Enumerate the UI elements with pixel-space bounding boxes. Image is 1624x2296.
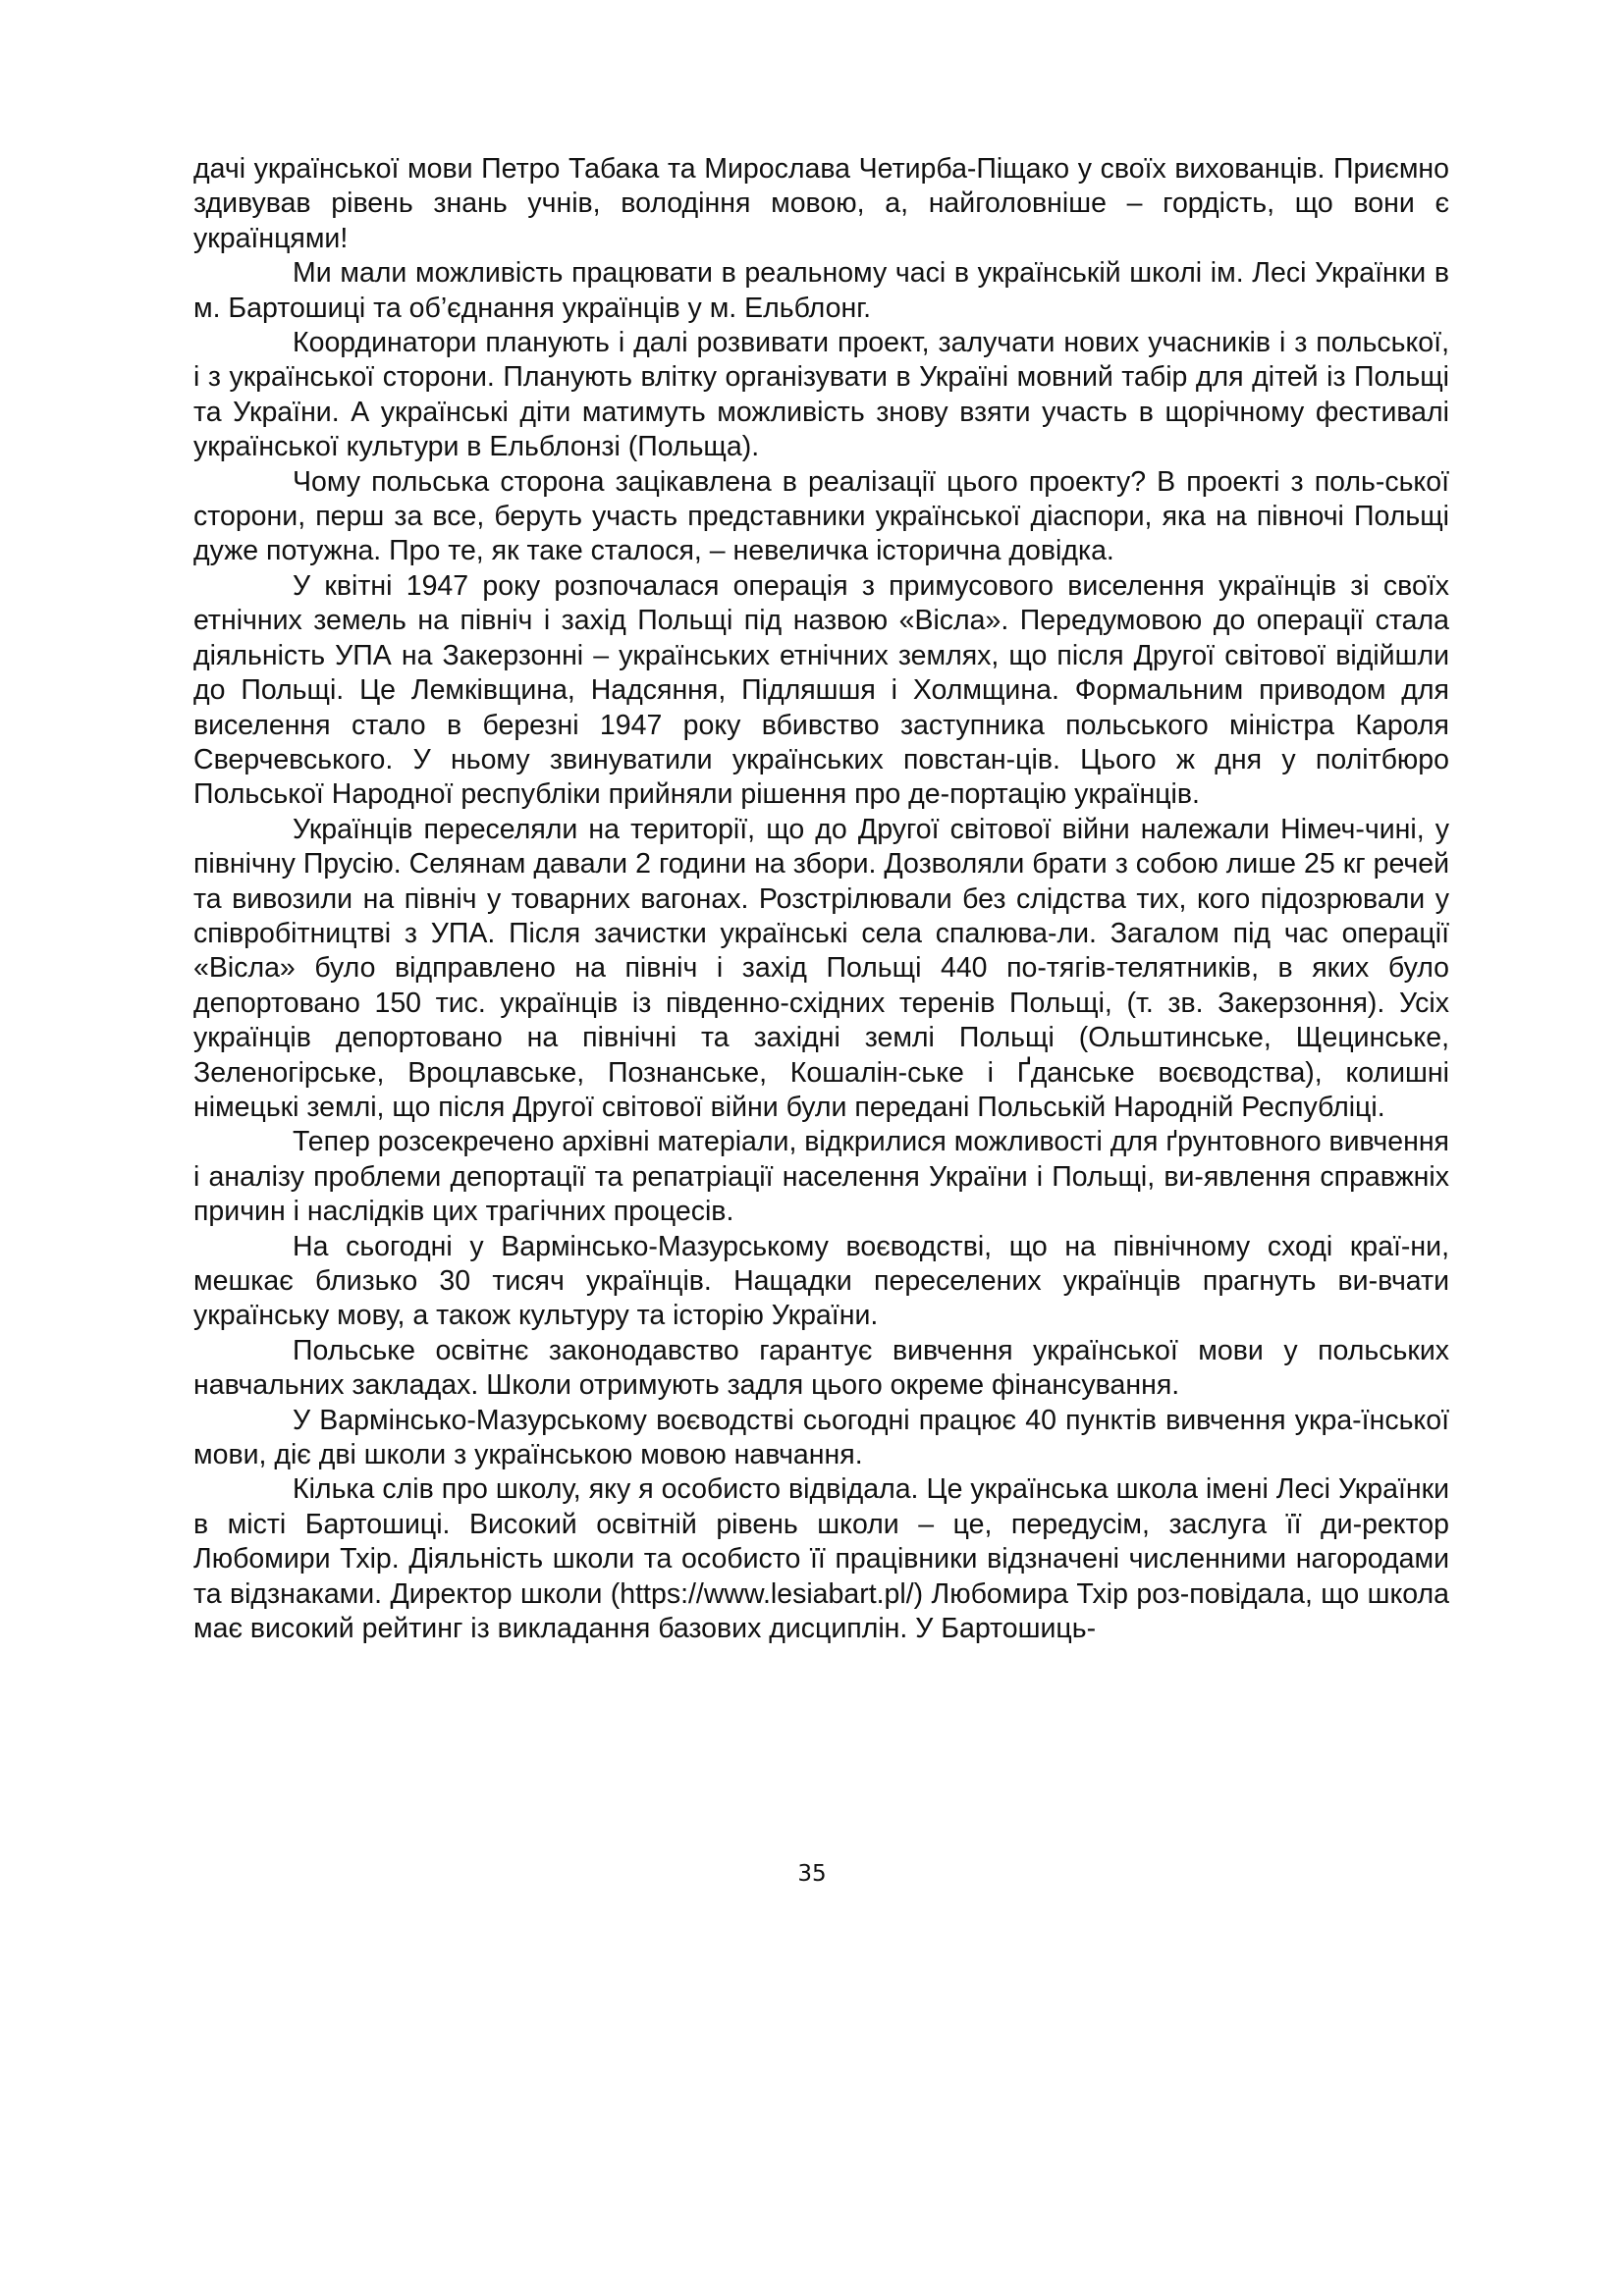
paragraph: Координатори планують і далі розвивати проект, залучати нових учасників і з польської, і з української сторони. Планують влітку організувати в Україні мовний табір для дітей із Польщі та України. А українські діти матимуть можливість знову взяти участь в щорічному фестивалі української культури в Ельблонзі (Польща). [193, 327, 1449, 463]
paragraph: Польське освітнє законодавство гарантує вивчення української мови у польських навчальних закладах. Школи отримують задля цього окреме фінансування. [193, 1334, 1449, 1402]
paragraph: Українців переселяли на території, що до Другої світової війни належали Німеч-чині, у північну Прусію. Селянам давали 2 години на збори. Дозволяли брати з собою лише 25 кг речей та вивозили на північ у товарних вагонах. Розстрілювали без слідства тих, кого підозрювали у співробітництві з УПА. Після зачистки українські села спалюва-ли. Загалом під час операції «Вісла» було відправлено на північ і захід Польщі 440 по-тягів-телятників, в яких було депортовано 150 тис. українців із південно-східних теренів Польщі, (т. зв. Закерзоння). Усіх українців депортовано на північні та західні землі Польщі (Ольштинське, Щецинське, Зеленогірське, Вроцлавське, Познанське, Кошалін-ське і Ґданське воєводства), колишні німецькі землі, що після Другої світової війни були передані Польській Народній Республіці. [193, 813, 1449, 1123]
paragraph: У квітні 1947 року розпочалася операція з примусового виселення українців зі своїх етнічних земель на північ і захід Польщі під назвою «Вісла». Передумовою до операції стала діяльність УПА на Закерзонні – українських етнічних землях, що після Другої світової відійшли до Польщі. Це Лемківщина, Надсяння, Підляшшя і Холмщина. Формальним приводом для виселення стало в березні 1947 року вбивство заступника польського міністра Кароля Сверчевського. У ньому звинуватили українських повстан-ців. Цього ж дня у політбюро Польської Народної республіки прийняли рішення про де-портацію українців. [193, 569, 1449, 811]
paragraph: У Вармінсько-Мазурському воєводстві сьогодні працює 40 пунктів вивчення укра-їнської мови, діє дві школи з українською мовою навчання. [193, 1404, 1449, 1471]
paragraph: Тепер розсекречено архівні матеріали, відкрилися можливості для ґрунтовного вивчення і аналізу проблеми депортації та репатріації населення України і Польщі, ви-явлення справжніх причин і наслідків цих трагічних процесів. [193, 1126, 1449, 1228]
paragraph: Ми мали можливість працювати в реальному часі в українській школі ім. Лесі Українки в м. Бартошиці та об’єднання українців у м. Ельблонг. [193, 257, 1449, 324]
page-number: 35 [797, 1861, 827, 1887]
paragraph: Чому польська сторона зацікавлена в реалізації цього проекту? В проекті з поль-ської сторони, перш за все, беруть участь представники української діаспори, яка на півночі Польщі дуже потужна. Про те, як таке сталося, – невеличка історична довідка. [193, 465, 1449, 567]
paragraph: На сьогодні у Вармінсько-Мазурському воєводстві, що на північному сході краї-ни, мешкає близько 30 тисяч українців. Нащадки переселених українців прагнуть ви-вчати українську мову, а також культуру та історію України. [193, 1230, 1449, 1332]
paragraph: дачі української мови Петро Табака та Мирослава Четирба-Піщако у своїх вихованців. Приємно здивував рівень знань учнів, володіння мовою, а, найголовніше – гордість, що вони є українцями! [193, 153, 1449, 254]
paragraph: Кілька слів про школу, яку я особисто відвідала. Це українська школа імені Лесі Українки в місті Бартошиці. Високий освітній рівень школи – це, передусім, заслуга її ди-ректор Любомири Тхір. Діяльність школи та особисто її працівники відзначені численними нагородами та відзнаками. Директор школи (https://www.lesiabart.pl/) Любомира Тхір роз-повідала, що школа має високий рейтинг із викладання базових дисциплін. У Бартошиць- [193, 1473, 1449, 1645]
body-text [193, 152, 1449, 1646]
